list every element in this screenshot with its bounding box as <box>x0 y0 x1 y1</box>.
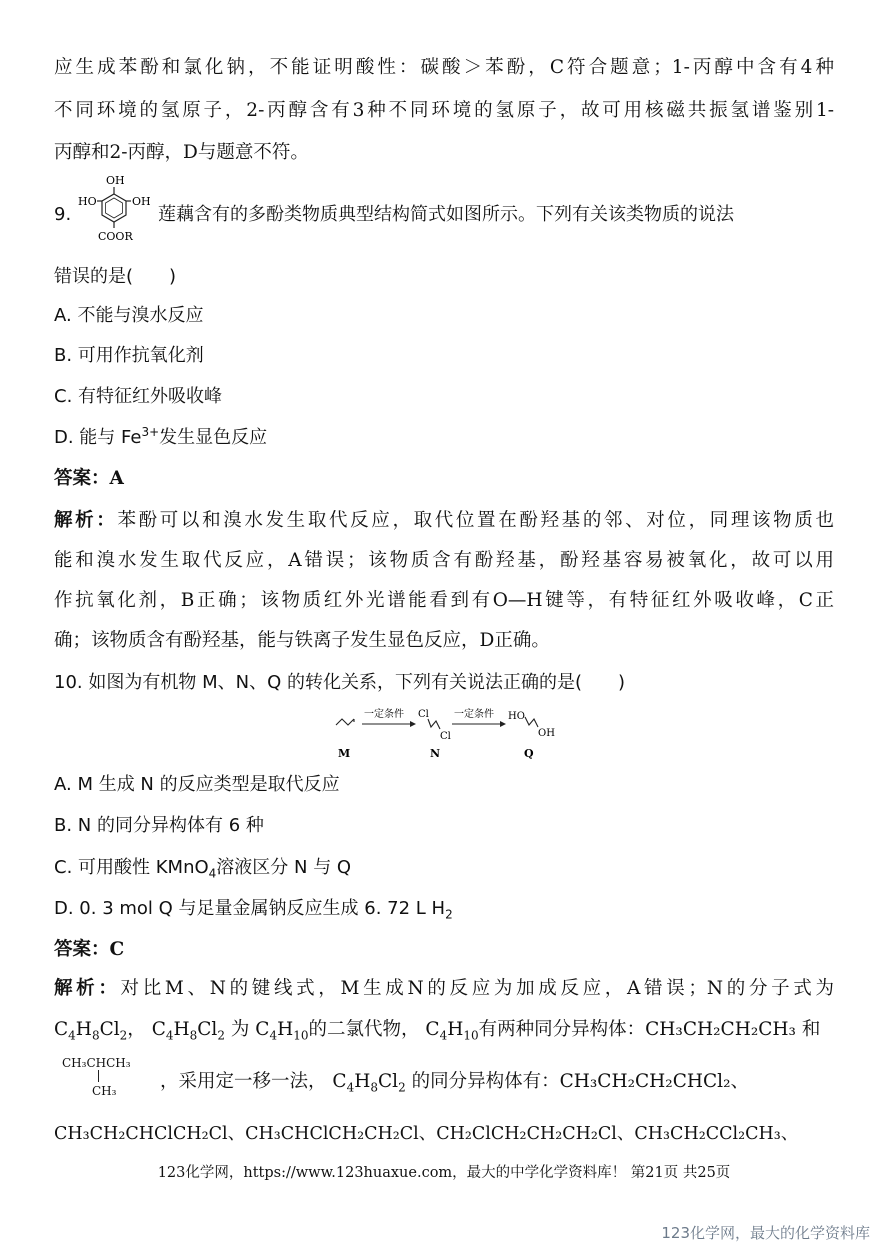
q10-analysis-line-1 <box>54 976 834 1002</box>
q9-option-d-sup: 3+ <box>141 425 160 439</box>
q9-option-b: B. 可用作抗氧化剂 <box>54 345 204 366</box>
q9-oh-top: OH <box>106 174 125 187</box>
q10-answer <box>54 937 124 963</box>
q10-option-c <box>54 855 351 881</box>
q10-option-d-sub: 2 <box>445 907 453 922</box>
q9-oh-right: OH <box>132 195 151 208</box>
q10-answer-value: C <box>109 939 125 960</box>
q10-option-b: B. N 的同分异构体有 6 种 <box>54 815 264 836</box>
q10-analysis-line-4: CH₃CH₂CHClCH₂Cl、CH₃CHClCH₂CH₂Cl、CH₂ClCH₂CH₂CH₂Cl、CH₃CH₂CCl₂CH₃、 <box>54 1124 799 1144</box>
q9-analysis-line-1 <box>54 508 834 534</box>
q10-option-c-sub: 4 <box>208 866 217 881</box>
q10-stem: 10. 如图为有机物 M、N、Q 的转化关系，下列有关说法正确的是( ) <box>54 672 625 693</box>
formula-c4h8cl2-b: $C_4H_8Cl_2$ <box>151 1019 225 1043</box>
watermark: 123化学网，最大的化学资料库 <box>661 1224 870 1242</box>
q9-analysis-line-2: 能和溴水发生取代反应，A错误；该物质含有酚羟基，酚羟基容易被氧化，故可以用 <box>54 550 834 571</box>
q10-reaction-scheme <box>330 705 570 763</box>
q9-option-a: A. 不能与溴水反应 <box>54 305 204 326</box>
line2-text-3: 有两种同分异构体：CH₃CH₂CH₂CH₃ 和 <box>478 1019 821 1040</box>
q10-analysis-label: 解析： <box>54 978 121 999</box>
q10-label-m: M <box>338 747 351 760</box>
q10-option-a: A. M 生成 N 的反应类型是取代反应 <box>54 774 340 795</box>
isobutane-bond <box>98 1070 99 1082</box>
q10-label-q: Q <box>524 747 534 760</box>
q10-oh: OH <box>538 728 555 739</box>
q9-structure <box>74 172 154 248</box>
isobutane-top: CH₃CHCH₃ <box>62 1056 131 1070</box>
q10-option-d-pre: D. 0. 3 mol Q 与足量金属钠反应生成 6. 72 L H <box>54 898 446 919</box>
q9-answer-label: 答案： <box>54 468 110 489</box>
q9-ho-left: HO <box>78 195 97 208</box>
q9-number: 9. <box>54 204 72 225</box>
q10-cl-1: Cl <box>418 709 429 720</box>
q9-stem-line-2: 错误的是( ) <box>54 266 177 287</box>
formula-c4h10-a: $C_4H_{10}$ <box>255 1019 309 1043</box>
prev-analysis-line-3: 丙醇和2-丙醇，D与题意不符。 <box>54 142 309 163</box>
isobutane-structure <box>62 1055 131 1099</box>
q9-stem-line-1: 莲藕含有的多酚类物质典型结构简式如图所示。下列有关该类物质的说法 <box>158 204 734 225</box>
q9-option-d-post: 发生显色反应 <box>159 427 268 448</box>
q10-cond-1: 一定条件 <box>364 709 404 720</box>
q10-cond-2: 一定条件 <box>454 709 494 720</box>
q9-analysis-label: 解析： <box>54 510 118 531</box>
q10-cl-2: Cl <box>440 731 451 742</box>
line2-text-1: 为 <box>230 1019 250 1040</box>
q9-coor: COOR <box>98 230 133 243</box>
q10-label-n: N <box>430 747 441 760</box>
formula-c4h8cl2-c: $C_4H_8Cl_2$ <box>332 1071 406 1095</box>
q10-ho: HO <box>508 711 525 722</box>
q9-option-d <box>54 425 267 451</box>
q9-analysis-line-3: 作抗氧化剂，B正确；该物质红外光谱能看到有O—H键等，有特征红外吸收峰，C正 <box>54 590 834 611</box>
q9-analysis-text-1: 苯酚可以和溴水发生取代反应，取代位置在酚羟基的邻、对位，同理该物质也 <box>117 510 834 531</box>
prev-analysis-line-1: 应生成苯酚和氯化钠，不能证明酸性：碳酸＞苯酚，C符合题意；1-丙醇中含有4种 <box>54 57 834 78</box>
q9-answer <box>54 466 124 492</box>
formula-c4h8cl2-a: $C_4H_8Cl_2$ <box>54 1019 128 1043</box>
q9-option-c: C. 有特征红外吸收峰 <box>54 386 223 407</box>
q10-answer-label: 答案： <box>54 939 110 960</box>
q10-option-c-pre: C. 可用酸性 KMnO <box>54 857 209 878</box>
q10-analysis-line-2 <box>54 1017 820 1043</box>
line3-text-2: 的同分异构体有：CH₃CH₂CH₂CHCl₂、 <box>411 1071 749 1092</box>
q10-analysis-line-3 <box>160 1069 749 1095</box>
q10-option-c-post: 溶液区分 N 与 Q <box>216 857 352 878</box>
q9-answer-value: A <box>109 468 124 489</box>
q10-option-d <box>54 896 453 922</box>
formula-c4h10-b: $C_4H_{10}$ <box>425 1019 479 1043</box>
page-footer: 123化学网，https://www.123huaxue.com，最大的中学化学资料库！ 第21页 共25页 <box>157 1165 731 1181</box>
line2-sep: ， <box>127 1019 146 1040</box>
isobutane-bottom: CH₃ <box>92 1084 117 1098</box>
line2-text-2: 的二氯代物， <box>308 1019 420 1040</box>
line3-text-1: ，采用定一移一法， <box>160 1071 327 1092</box>
prev-analysis-line-2: 不同环境的氢原子，2-丙醇含有3种不同环境的氢原子，故可用核磁共振氢谱鉴别1- <box>54 100 834 121</box>
q9-analysis-line-4: 确；该物质含有酚羟基，能与铁离子发生显色反应，D正确。 <box>54 630 550 651</box>
q10-analysis-text-1: 对比M、N的键线式，M生成N的反应为加成反应，A错误；N的分子式为 <box>120 978 834 999</box>
q9-option-d-pre: D. 能与 Fe <box>54 427 142 448</box>
